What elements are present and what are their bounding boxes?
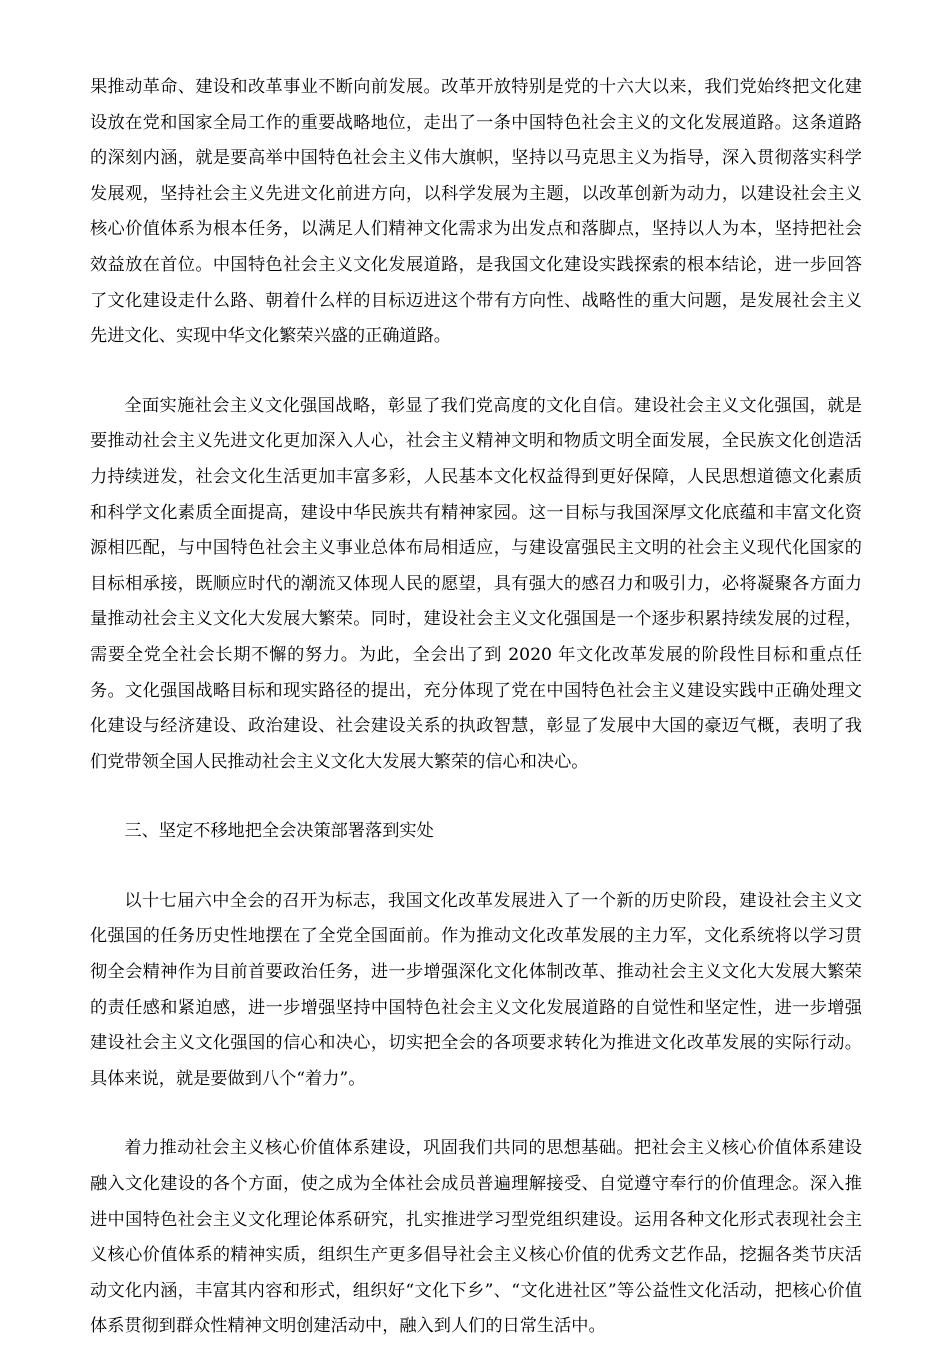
- paragraph-cultural-power-strategy: 全面实施社会主义文化强国战略，彰显了我们党高度的文化自信。建设社会主义文化强国，就是要推动社会主义先进文化更加深入人心，社会主义精神文明和物质文明全面发展，全民族文化创造活力持续迸发，社会文化生活更加丰富多彩，人民基本文化权益得到更好保障，人民思想道德文化素质和科学文化素质全面提高，建设中华民族共有精神家园。这一目标与我国深厚文化底蕴和丰富文化资源相匹配，与中国特色社会主义事业总体布局相适应，与建设富强民主文明的社会主义现代化国家的目标相承接，既顺应时代的潮流又体现人民的愿望，具有强大的感召力和吸引力，必将凝聚各方面力量推动社会主义文化大发展大繁荣。同时，建设社会主义文化强国是一个逐步积累持续发展的过程，需要全党全社会长期不懈的努力。为此，全会出了到 2020 年文化改革发展的阶段性目标和重点任务。文化强国战略目标和现实路径的提出，充分体现了党在中国特色社会主义建设实践中正确处理文化建设与经济建设、政治建设、社会建设关系的执政智慧，彰显了发展中大国的豪迈气概，表明了我们党带领全国人民推动社会主义文化大发展大繁荣的信心和决心。: [90, 395, 862, 772]
- paragraph-gap: [90, 850, 862, 884]
- paragraph-gap: [90, 780, 862, 814]
- paragraph-core-values: 着力推动社会主义核心价值体系建设，巩固我们共同的思想基础。把社会主义核心价值体系建设融入文化建设的各个方面，使之成为全体社会成员普遍理解接受、自觉遵守奉行的价值理念。深入推进中国特色社会主义文化理论体系研究，扎实推进学习型党组织建设。运用各种文化形式表现社会主义核心价值体系的精神实质，组织生产更多倡导社会主义核心价值的优秀文艺作品，挖掘各类节庆活动文化内涵，丰富其内容和形式，组织好“文化下乡”、“文化进社区”等公益性文化活动，把核心价值体系贯彻到群众性精神文明创建活动中，融入到人们的日常生活中。: [90, 1138, 862, 1337]
- section-heading: 三、坚定不移地把全会决策部署落到实处: [124, 821, 434, 842]
- paragraph-continuation: 果推动革命、建设和改革事业不断向前发展。改革开放特别是党的十六大以来，我们党始终把文化建设放在党和国家全局工作的重要战略地位，走出了一条中国特色社会主义的文化发展道路。这条道路的深刻内涵，就是要高举中国特色社会主义伟大旗帜，坚持以马克思主义为指导，深入贯彻落实科学发展观，坚持社会主义先进文化前进方向，以科学发展为主题，以改革创新为动力，以建设社会主义核心价值体系为根本任务，以满足人们精神文化需求为出发点和落脚点，坚持以人为本，坚持把社会效益放在首位。中国特色社会主义文化发展道路，是我国文化建设实践探索的根本结论，进一步回答了文化建设走什么路、朝着什么样的目标迈进这个带有方向性、战略性的重大问题，是发展社会主义先进文化、实现中华文化繁荣兴盛的正确道路。: [90, 77, 862, 347]
- document-page: [90, 70, 862, 1345]
- paragraph-implementation: 以十七届六中全会的召开为标志，我国文化改革发展进入了一个新的历史阶段，建设社会主义文化强国的任务历史性地摆在了全党全国面前。作为推动文化改革发展的主力军，文化系统将以学习贯彻全会精神作为目前首要政治任务，进一步增强深化文化体制改革、推动社会主义文化大发展大繁荣的责任感和紧迫感，进一步增强坚持中国特色社会主义文化发展道路的自觉性和坚定性，进一步增强建设社会主义文化强国的信心和决心，切实把全会的各项要求转化为推进文化改革发展的实际行动。具体来说，就是要做到八个“着力”。: [90, 890, 862, 1089]
- paragraph-gap: [90, 355, 862, 389]
- paragraph-gap: [90, 1097, 862, 1131]
